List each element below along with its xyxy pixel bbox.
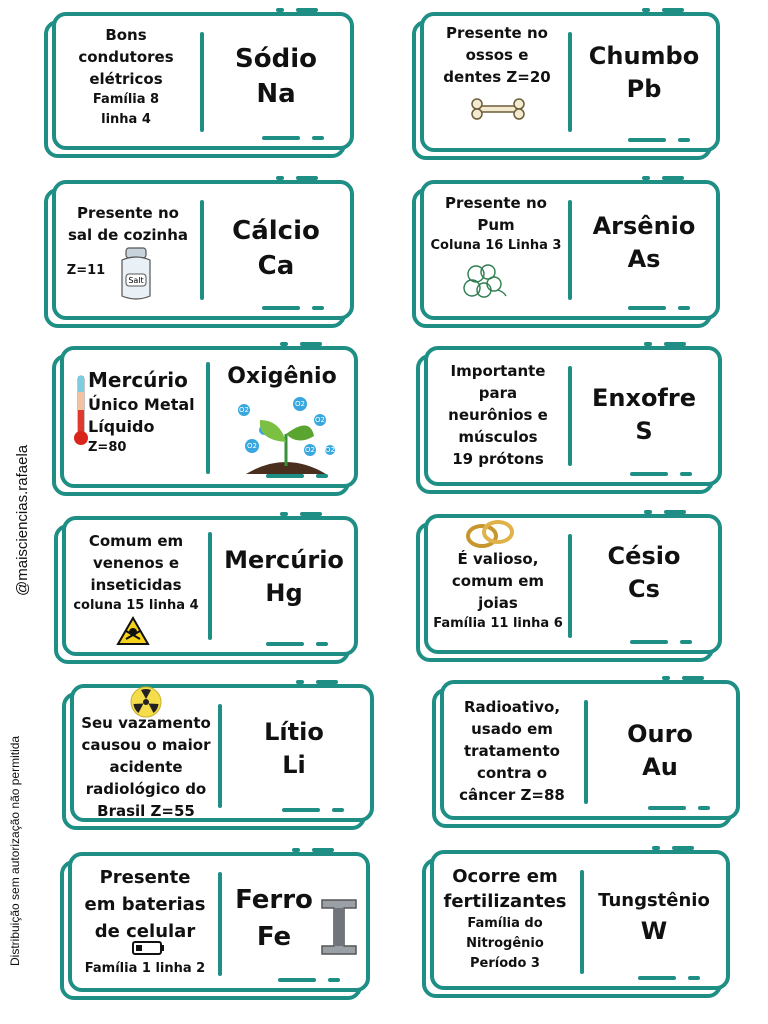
element-symbol: S: [635, 417, 653, 445]
card-calcio[interactable]: [52, 180, 354, 320]
gas-cloud-icon: [458, 260, 508, 302]
element-name: Lítio: [264, 718, 324, 746]
card-sodio[interactable]: [52, 12, 354, 150]
salt-shaker-icon: [118, 246, 154, 302]
card-clue: Mercúrio Único Metal Líquido Z=80: [88, 368, 195, 455]
card-clue: Comum em venenos e inseticidas coluna 15 linha 4: [73, 532, 199, 613]
card-enxofre[interactable]: [424, 346, 722, 486]
card-clue: Presente no Pum Coluna 16 Linha 3: [430, 194, 562, 253]
card-answer: [224, 716, 364, 782]
card-arsenio[interactable]: [420, 180, 720, 320]
element-symbol: Pb: [626, 75, 662, 103]
card-clue: Presente no ossos e dentes Z=20: [443, 24, 551, 86]
element-symbol: W: [640, 917, 668, 945]
card-answer: [574, 540, 714, 606]
rings-icon: [464, 518, 516, 550]
card-clue: Radioativo, usado em tratamento contra o câncer Z=88: [459, 698, 565, 804]
card-oxigenio[interactable]: [60, 346, 358, 488]
atomic-number: Z=11: [66, 263, 106, 278]
element-symbol: As: [627, 245, 661, 273]
svg-text:O2: O2: [239, 406, 249, 414]
card-ferro[interactable]: [68, 852, 370, 992]
card-cesio[interactable]: [424, 514, 722, 654]
element-name: Mercúrio: [224, 546, 344, 574]
toxic-warning-icon: [116, 616, 150, 646]
svg-text:O2: O2: [305, 446, 315, 454]
author-handle: @maisciencias.rafaela: [14, 444, 31, 596]
element-symbol: Ca: [257, 251, 295, 281]
card-clue: Importante para neurônios e músculos 19 prótons: [448, 362, 548, 468]
element-name: Ouro: [627, 720, 693, 748]
element-symbol: Na: [256, 79, 296, 109]
element-symbol: Cs: [628, 575, 660, 603]
element-symbol: Hg: [265, 579, 303, 607]
card-answer: [586, 886, 722, 946]
card-clue: Seu vazamento causou o maior acidente radiológico do Brasil Z=55: [81, 714, 211, 820]
element-symbol: Fe: [256, 922, 292, 952]
card-answer: [206, 42, 346, 112]
element-name: Césio: [607, 542, 681, 570]
element-symbol: Au: [642, 753, 678, 781]
card-answer: [224, 882, 324, 956]
card-clue: É valioso, comum em joias Família 11 linha 6: [433, 550, 563, 631]
svg-text:O2: O2: [315, 416, 325, 424]
bone-icon: [470, 98, 526, 120]
element-name: Sódio: [235, 44, 317, 74]
card-answer: [590, 718, 730, 784]
card-clue: Presente no sal de cozinha: [67, 204, 189, 244]
svg-text:Salt: Salt: [128, 276, 144, 285]
element-symbol: Li: [282, 751, 306, 779]
card-answer: [574, 382, 714, 448]
steel-beam-icon: [316, 898, 362, 956]
element-name: Oxigênio: [227, 364, 337, 389]
element-name: Ferro: [235, 885, 313, 915]
element-name: Arsênio: [592, 212, 696, 240]
card-litio[interactable]: [70, 684, 374, 822]
svg-text:O2: O2: [325, 446, 335, 454]
element-name: Chumbo: [588, 42, 700, 70]
card-answer: [206, 214, 346, 284]
svg-text:O2: O2: [247, 442, 257, 450]
battery-icon: [132, 940, 166, 956]
element-name: Enxofre: [591, 384, 696, 412]
card-answer: [574, 40, 714, 106]
element-name: Tungstênio: [598, 890, 710, 911]
card-clue: Presente em baterias de celular: [84, 867, 206, 942]
card-clue-family: Família 1 linha 2: [84, 961, 206, 976]
plant-oxygen-icon: [230, 394, 336, 480]
card-mercurio[interactable]: [62, 516, 358, 656]
rights-notice: Distribuição sem autorização não permitida: [8, 735, 22, 966]
card-chumbo[interactable]: [420, 12, 720, 152]
card-ouro[interactable]: [440, 680, 740, 820]
svg-text:O2: O2: [295, 400, 305, 408]
element-name: Cálcio: [232, 216, 320, 246]
card-tungstenio[interactable]: [430, 850, 730, 990]
card-clue: Bons condutores elétricos Família 8 linha 4: [78, 26, 174, 127]
card-answer: [212, 360, 352, 393]
card-answer: [214, 544, 354, 610]
card-clue: Ocorre em fertilizantes Família do Nitrogênio Período 3: [443, 866, 567, 971]
card-answer: [574, 210, 714, 276]
